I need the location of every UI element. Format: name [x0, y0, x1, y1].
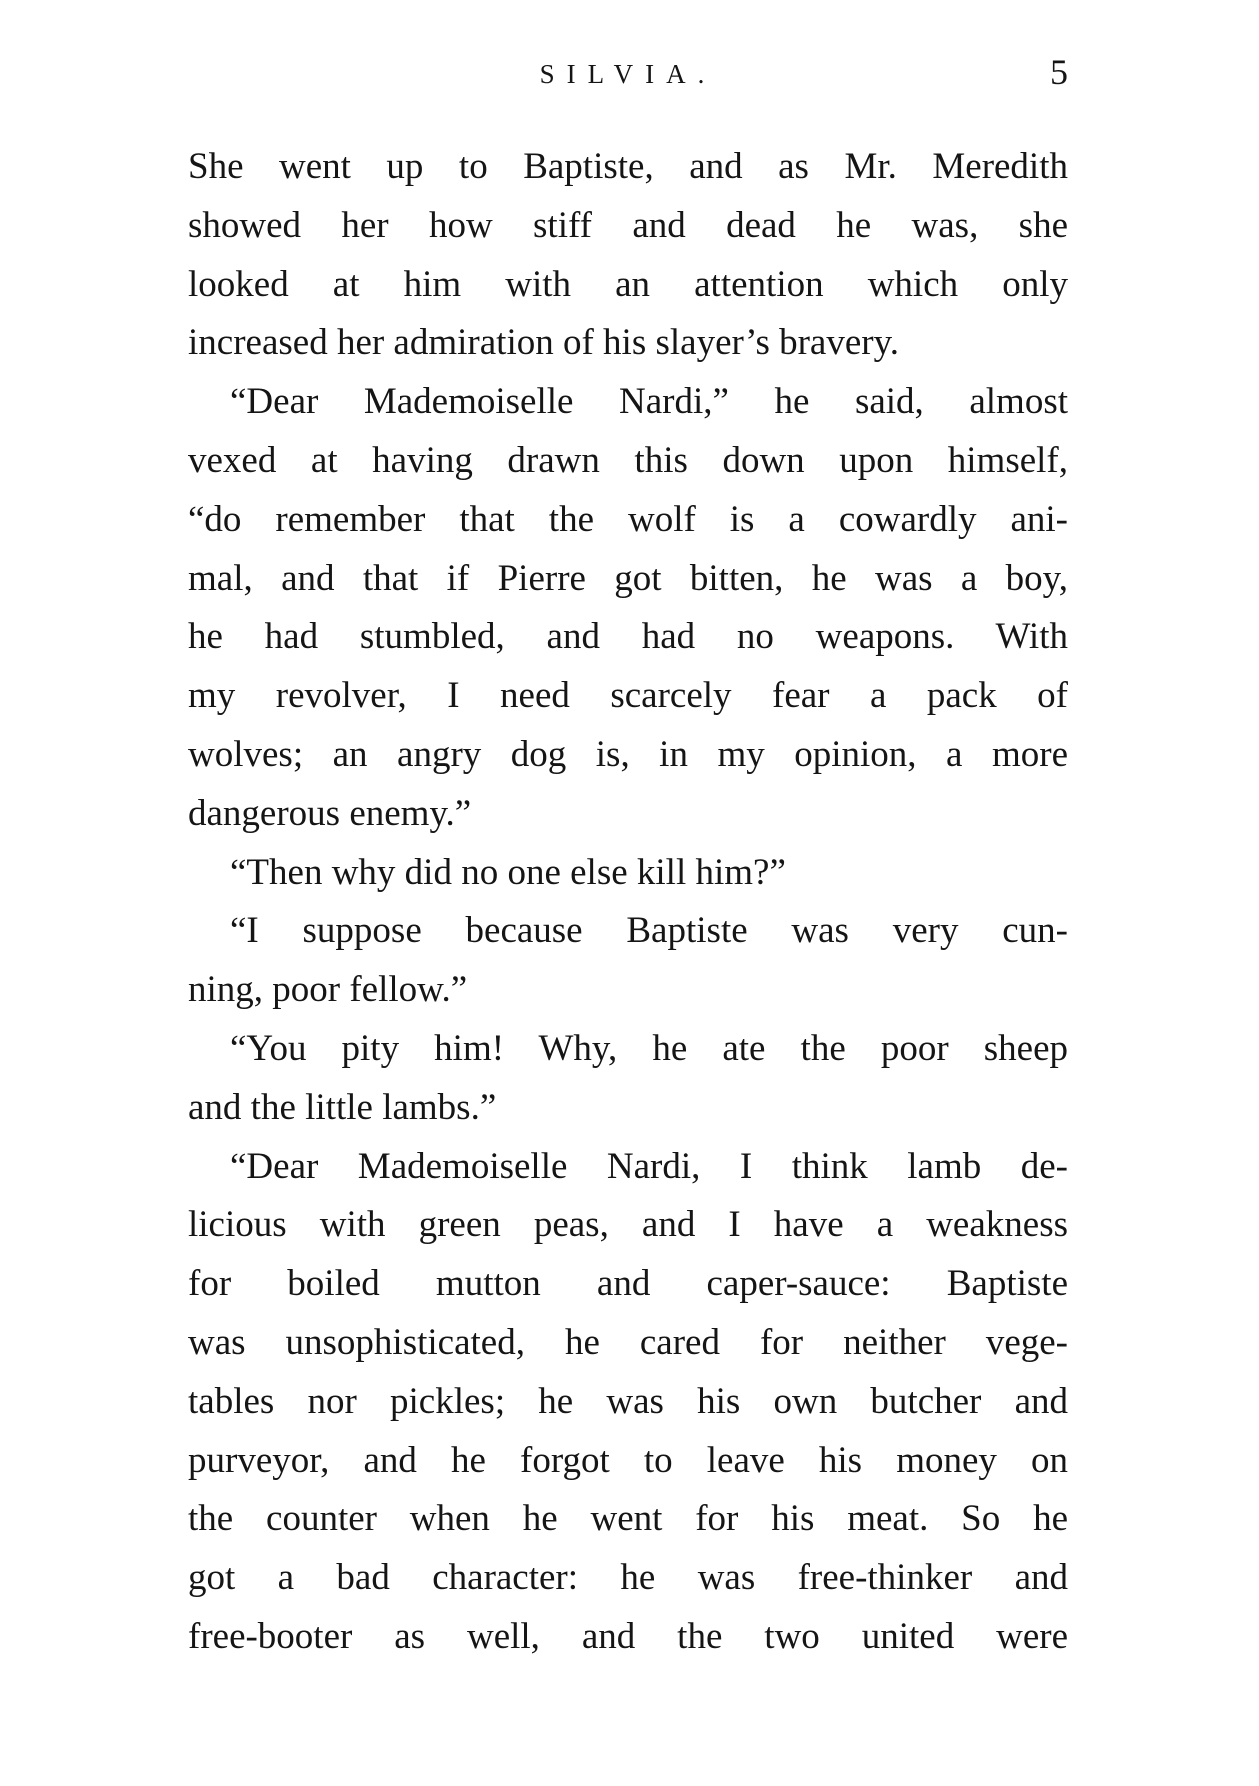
- text-line: “Dear Mademoiselle Nardi, I think lamb de-: [230, 1145, 1068, 1187]
- text-line: increased her admiration of his slayer’s bravery.: [188, 322, 899, 364]
- running-head: [188, 48, 1068, 96]
- page-number: 5: [1050, 52, 1068, 92]
- text-line: and the little lambs.”: [188, 1086, 497, 1128]
- text-line: “You pity him! Why, he ate the poor sheep: [230, 1027, 1068, 1069]
- text-line: for boiled mutton and caper-sauce: Baptiste: [188, 1263, 1068, 1305]
- text-line: She went up to Baptiste, and as Mr. Meredith: [188, 146, 1068, 187]
- text-line: “do remember that the wolf is a cowardly ani-: [188, 498, 1068, 540]
- running-title: SILVIA.: [539, 59, 717, 89]
- text-line: the counter when he went for his meat. So he: [188, 1498, 1068, 1540]
- text-line: licious with green peas, and I have a weakness: [188, 1204, 1068, 1246]
- text-line: was unsophisticated, he cared for neither vege-: [188, 1321, 1068, 1363]
- text-line: vexed at having drawn this down upon himself,: [188, 439, 1068, 481]
- text-line: wolves; an angry dog is, in my opinion, a more: [188, 733, 1068, 775]
- text-line: “I suppose because Baptiste was very cun-: [230, 910, 1068, 952]
- text-line: looked at him with an attention which only: [188, 263, 1068, 305]
- text-line: he had stumbled, and had no weapons. With: [188, 616, 1068, 658]
- text-line: dangerous enemy.”: [188, 792, 472, 834]
- text-line: tables nor pickles; he was his own butcher and: [188, 1380, 1068, 1422]
- text-line: my revolver, I need scarcely fear a pack of: [188, 675, 1068, 717]
- text-line: mal, and that if Pierre got bitten, he was a boy,: [188, 557, 1068, 599]
- body-text: [188, 138, 1068, 1667]
- text-line: purveyor, and he forgot to leave his money on: [188, 1439, 1068, 1481]
- text-line: “Then why did no one else kill him?”: [230, 851, 786, 893]
- text-line: showed her how stiff and dead he was, she: [188, 204, 1068, 246]
- text-line: got a bad character: he was free-thinker and: [188, 1557, 1068, 1599]
- text-line: “Dear Mademoiselle Nardi,” he said, almost: [230, 381, 1068, 423]
- text-line: ning, poor fellow.”: [188, 969, 468, 1011]
- text-line: free-booter as well, and the two united were: [188, 1615, 1068, 1657]
